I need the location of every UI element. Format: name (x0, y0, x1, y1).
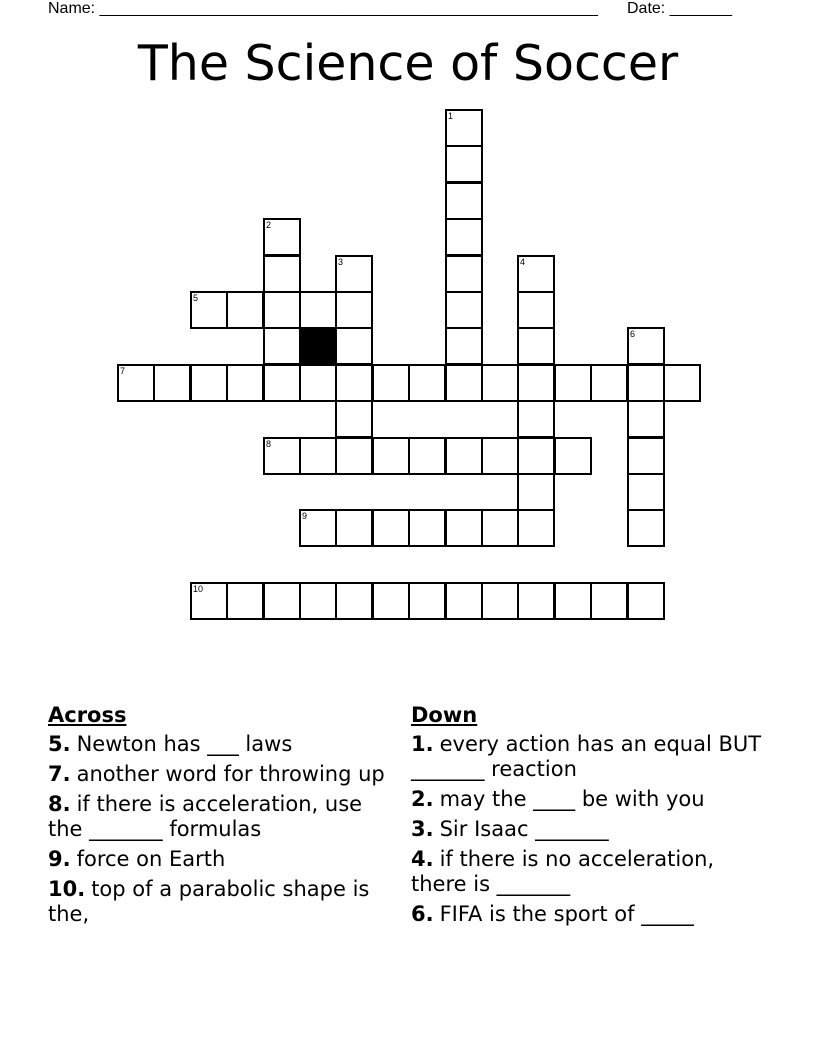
grid-cell[interactable] (263, 364, 301, 402)
grid-cell[interactable] (445, 145, 483, 183)
clue-text: another word for throwing up (76, 762, 385, 786)
grid-cell[interactable] (627, 364, 665, 402)
grid-cell[interactable] (517, 437, 555, 475)
grid-cell[interactable] (481, 364, 519, 402)
clue-text: top of a parabolic shape is the, (48, 877, 370, 926)
grid-cell[interactable] (372, 582, 410, 620)
clue-number: 4. (411, 847, 434, 871)
grid-cell[interactable] (445, 109, 483, 147)
grid-cell-number: 7 (120, 366, 126, 376)
grid-cell[interactable] (517, 255, 555, 293)
grid-cell[interactable] (190, 291, 228, 329)
grid-cell[interactable] (517, 509, 555, 547)
grid-cell[interactable] (445, 218, 483, 256)
clue-across-5 (48, 732, 388, 757)
page-title: The Science of Soccer (137, 35, 679, 92)
clue-down-1 (411, 732, 771, 782)
clue-down-3 (411, 817, 771, 842)
grid-cell[interactable] (335, 509, 373, 547)
grid-cell[interactable] (335, 291, 373, 329)
clue-number: 8. (48, 792, 71, 816)
grid-cell[interactable] (226, 582, 264, 620)
clue-down-2 (411, 787, 771, 812)
grid-cell[interactable] (554, 437, 592, 475)
grid-cell[interactable] (263, 255, 301, 293)
grid-cell[interactable] (481, 582, 519, 620)
grid-cell[interactable] (445, 182, 483, 220)
grid-cell-number: 2 (266, 220, 272, 230)
grid-cell[interactable] (299, 509, 337, 547)
grid-cell[interactable] (627, 437, 665, 475)
grid-cell[interactable] (335, 255, 373, 293)
name-field-label: Name: ________________________________________________________ (48, 0, 598, 17)
clue-text: every action has an equal BUT _______ reaction (411, 732, 762, 781)
grid-cell[interactable] (554, 364, 592, 402)
grid-cell[interactable] (372, 364, 410, 402)
clue-text: Newton has ___ laws (76, 732, 293, 756)
clue-down-4 (411, 847, 771, 897)
grid-cell[interactable] (190, 364, 228, 402)
across-clues (48, 703, 388, 932)
grid-cell[interactable] (335, 364, 373, 402)
clue-text: if there is acceleration, use the _______ formulas (48, 792, 363, 841)
grid-cell[interactable] (517, 364, 555, 402)
clue-text: if there is no acceleration, there is _______ (411, 847, 715, 896)
grid-cell[interactable] (299, 582, 337, 620)
grid-cell[interactable] (517, 400, 555, 438)
clue-down-6 (411, 902, 771, 927)
grid-cell[interactable] (445, 582, 483, 620)
grid-cell[interactable] (481, 509, 519, 547)
grid-cell[interactable] (517, 291, 555, 329)
clue-number: 3. (411, 817, 434, 841)
grid-cell[interactable] (408, 364, 446, 402)
grid-cell[interactable] (445, 437, 483, 475)
grid-cell[interactable] (263, 218, 301, 256)
grid-cell[interactable] (335, 400, 373, 438)
grid-cell[interactable] (372, 437, 410, 475)
grid-cell-number: 10 (193, 584, 204, 594)
grid-cell[interactable] (335, 327, 373, 365)
clue-text: FIFA is the sport of _____ (439, 902, 694, 926)
grid-cell-number: 9 (302, 511, 308, 521)
grid-cell[interactable] (263, 437, 301, 475)
grid-cell[interactable] (627, 473, 665, 511)
grid-cell[interactable] (299, 364, 337, 402)
clue-text: force on Earth (76, 847, 226, 871)
grid-cell[interactable] (554, 582, 592, 620)
grid-cell[interactable] (663, 364, 701, 402)
grid-cell[interactable] (590, 364, 628, 402)
clue-across-10 (48, 877, 388, 927)
grid-cell[interactable] (445, 509, 483, 547)
clue-number: 9. (48, 847, 71, 871)
clue-across-7 (48, 762, 388, 787)
grid-cell[interactable] (445, 327, 483, 365)
grid-cell[interactable] (263, 291, 301, 329)
grid-cell[interactable] (517, 473, 555, 511)
clue-text: may the ____ be with you (439, 787, 705, 811)
grid-cell[interactable] (299, 291, 337, 329)
clue-number: 2. (411, 787, 434, 811)
grid-cell[interactable] (627, 582, 665, 620)
grid-cell[interactable] (445, 291, 483, 329)
grid-cell[interactable] (372, 509, 410, 547)
grid-cell[interactable] (517, 582, 555, 620)
clue-number: 7. (48, 762, 71, 786)
grid-cell[interactable] (590, 582, 628, 620)
grid-cell[interactable] (627, 400, 665, 438)
grid-cell[interactable] (408, 582, 446, 620)
grid-cell[interactable] (627, 327, 665, 365)
clue-number: 5. (48, 732, 71, 756)
grid-cell[interactable] (408, 509, 446, 547)
grid-cell[interactable] (153, 364, 191, 402)
grid-cell-number: 4 (520, 257, 526, 267)
clue-number: 10. (48, 877, 86, 901)
grid-cell[interactable] (299, 437, 337, 475)
across-heading: Across (48, 703, 127, 727)
down-heading: Down (411, 703, 478, 727)
grid-cell-number: 6 (630, 329, 636, 339)
grid-cell[interactable] (335, 582, 373, 620)
grid-block-cell (299, 327, 337, 365)
grid-cell[interactable] (190, 582, 228, 620)
grid-cell[interactable] (445, 364, 483, 402)
date-field-label: Date: _______ (627, 0, 732, 17)
grid-cell[interactable] (263, 327, 301, 365)
grid-cell[interactable] (481, 437, 519, 475)
grid-cell[interactable] (517, 327, 555, 365)
grid-cell[interactable] (627, 509, 665, 547)
grid-cell[interactable] (226, 364, 264, 402)
grid-cell-number: 1 (448, 111, 454, 121)
clue-text: Sir Isaac _______ (439, 817, 609, 841)
grid-cell-number: 3 (338, 257, 344, 267)
grid-cell[interactable] (335, 437, 373, 475)
clue-across-8 (48, 792, 388, 842)
grid-cell[interactable] (226, 291, 264, 329)
grid-cell[interactable] (117, 364, 155, 402)
grid-cell-number: 5 (193, 293, 199, 303)
grid-cell-number: 8 (266, 439, 272, 449)
down-clues (411, 703, 771, 932)
clue-number: 1. (411, 732, 434, 756)
grid-cell[interactable] (263, 582, 301, 620)
grid-cell[interactable] (408, 437, 446, 475)
clue-across-9 (48, 847, 388, 872)
clue-number: 6. (411, 902, 434, 926)
grid-cell[interactable] (445, 255, 483, 293)
